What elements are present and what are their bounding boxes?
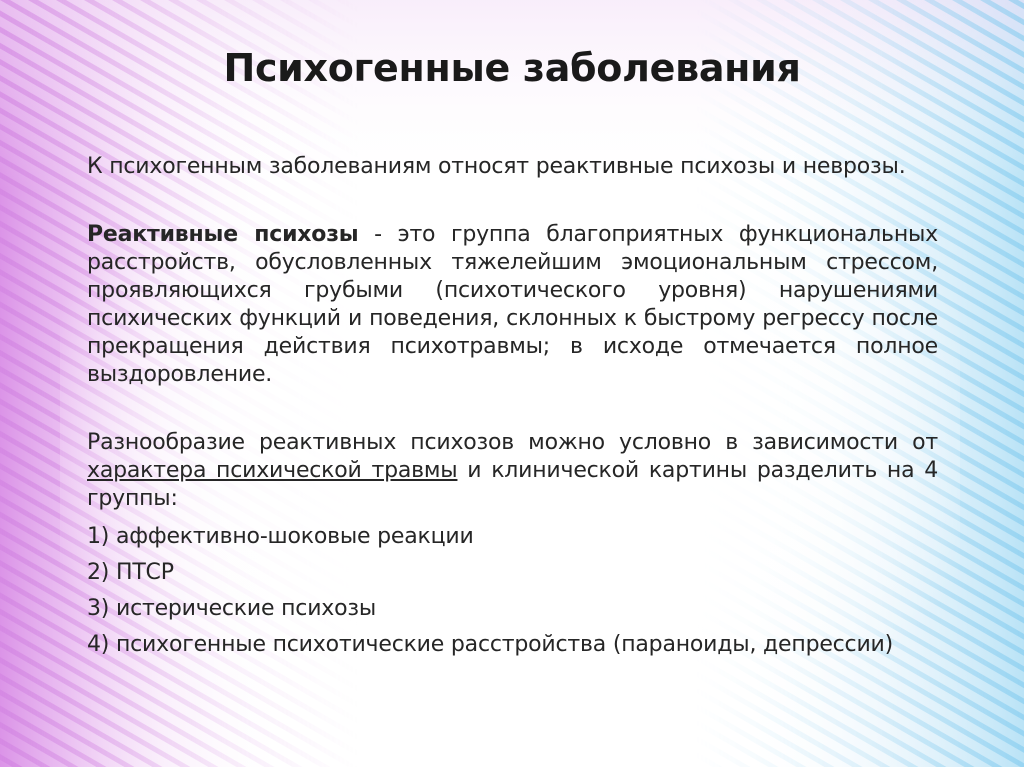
classification-text-start: Разнообразие реактивных психозов можно условно в зависимости от xyxy=(87,430,938,455)
definition-paragraph xyxy=(87,221,938,389)
slide-title: Психогенные заболевания xyxy=(223,46,801,90)
slide-content xyxy=(87,153,938,667)
classification-paragraph xyxy=(87,429,938,513)
definition-text: - это группа благоприятных функциональных расстройств, обусловленных тяжелейшим эмоциональным стрессом, проявляющихся грубыми (психотического уровня) нарушениями психических функций и поведения, склонных к быстрому регрессу после прекращения действия психотравмы; в исходе отмечается полное выздоровление. xyxy=(87,222,938,387)
list-item: 1) аффективно-шоковые реакции xyxy=(87,524,474,549)
classification-text-end: и клинической картины разделить на 4 группы: xyxy=(87,458,938,511)
definition-term: Реактивные психозы xyxy=(87,222,359,247)
list-item: 2) ПТСР xyxy=(87,560,174,585)
list-item: 3) истерические психозы xyxy=(87,596,377,621)
classification-underlined-text: характера психической травмы xyxy=(87,458,458,483)
list-item: 4) психогенные психотические расстройства (параноиды, депрессии) xyxy=(87,632,894,657)
intro-paragraph: К психогенным заболеваниям относят реактивные психозы и неврозы. xyxy=(87,154,906,179)
